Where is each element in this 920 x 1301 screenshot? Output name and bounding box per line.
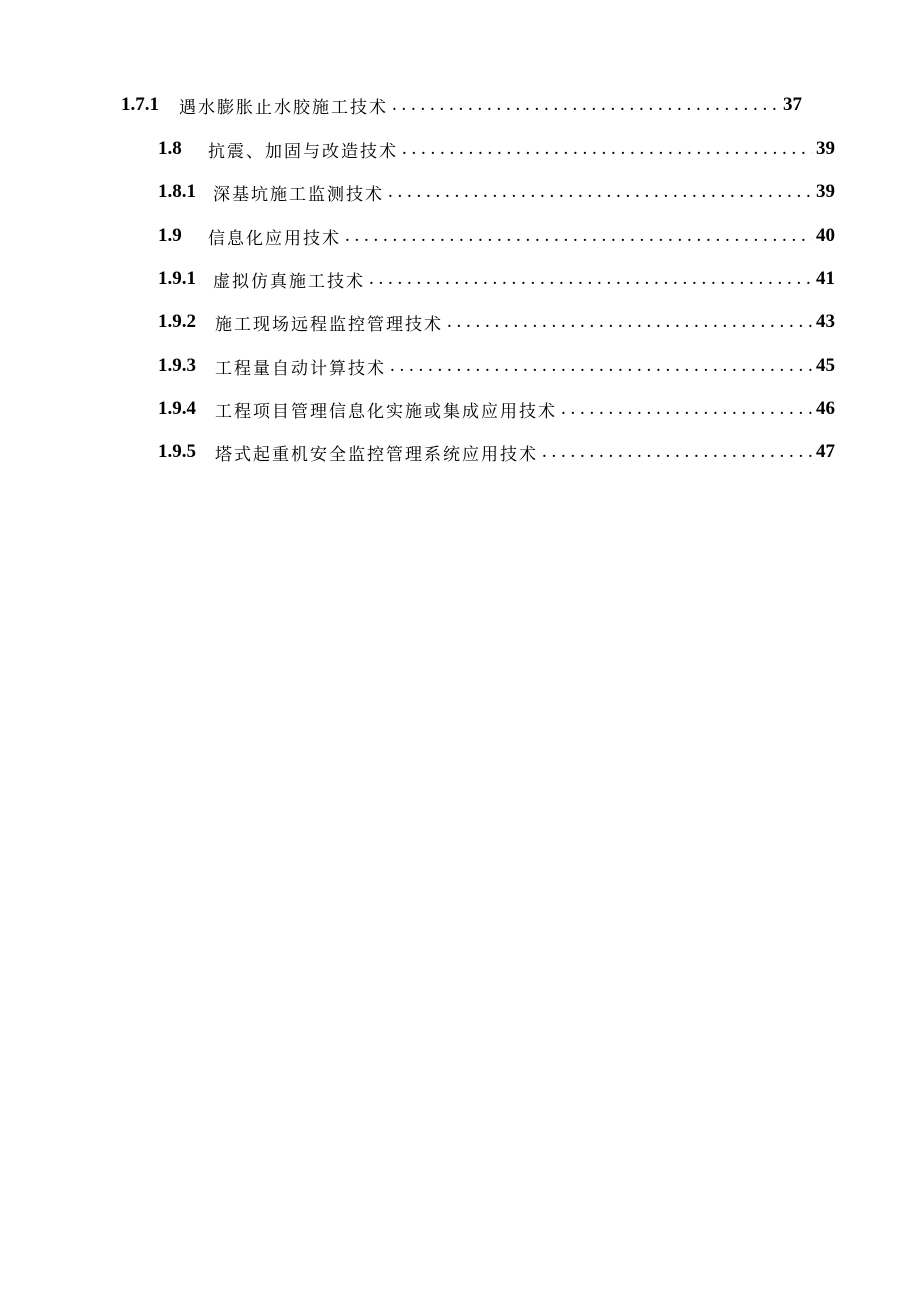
toc-entry[interactable] [158, 307, 835, 337]
toc-entry-title: 抗震、加固与改造技术 [208, 141, 398, 162]
toc-entry[interactable] [158, 437, 835, 467]
toc-entry[interactable] [158, 177, 835, 207]
toc-dot-leader [390, 351, 812, 381]
toc-dot-leader [447, 307, 812, 337]
toc-entry-page: 39 [816, 138, 835, 159]
toc-entry[interactable] [121, 90, 802, 120]
toc-entry-title: 工程量自动计算技术 [215, 358, 386, 379]
toc-entry-title: 遇水膨胀止水胶施工技术 [179, 97, 388, 118]
toc-entry-number: 1.9 [158, 225, 182, 246]
toc-entry-title: 深基坑施工监测技术 [213, 184, 384, 205]
toc-entry-number: 1.7.1 [121, 94, 159, 115]
toc-entry[interactable] [158, 264, 835, 294]
toc-entry-title: 工程项目管理信息化实施或集成应用技术 [215, 401, 557, 422]
toc-entry-page: 47 [816, 441, 835, 462]
toc-dot-leader [561, 394, 812, 424]
toc-entry-title: 施工现场远程监控管理技术 [215, 314, 443, 335]
toc-entry-title: 塔式起重机安全监控管理系统应用技术 [215, 444, 538, 465]
toc-entry[interactable] [158, 221, 835, 251]
toc-entry-number: 1.9.3 [158, 355, 196, 376]
toc-entry-number: 1.8 [158, 138, 182, 159]
toc-entry[interactable] [158, 134, 835, 164]
toc-dot-leader [345, 221, 812, 251]
toc-entry-page: 39 [816, 181, 835, 202]
toc-entry[interactable] [158, 394, 835, 424]
toc-dot-leader [542, 437, 812, 467]
toc-entry-page: 37 [783, 94, 802, 115]
toc-entry-number: 1.9.1 [158, 268, 196, 289]
toc-entry-title: 信息化应用技术 [208, 228, 341, 249]
toc-entry-page: 41 [816, 268, 835, 289]
toc-entry[interactable] [158, 351, 835, 381]
toc-entry-title: 虚拟仿真施工技术 [213, 271, 365, 292]
toc-dot-leader [392, 90, 779, 120]
toc-dot-leader [402, 134, 812, 164]
toc-entry-number: 1.9.5 [158, 441, 196, 462]
toc-entry-page: 45 [816, 355, 835, 376]
toc-entry-page: 40 [816, 225, 835, 246]
toc-dot-leader [388, 177, 812, 207]
toc-entry-number: 1.9.2 [158, 311, 196, 332]
toc-dot-leader [369, 264, 812, 294]
toc-entry-page: 46 [816, 398, 835, 419]
toc-entry-number: 1.9.4 [158, 398, 196, 419]
toc-entry-page: 43 [816, 311, 835, 332]
toc-entry-number: 1.8.1 [158, 181, 196, 202]
